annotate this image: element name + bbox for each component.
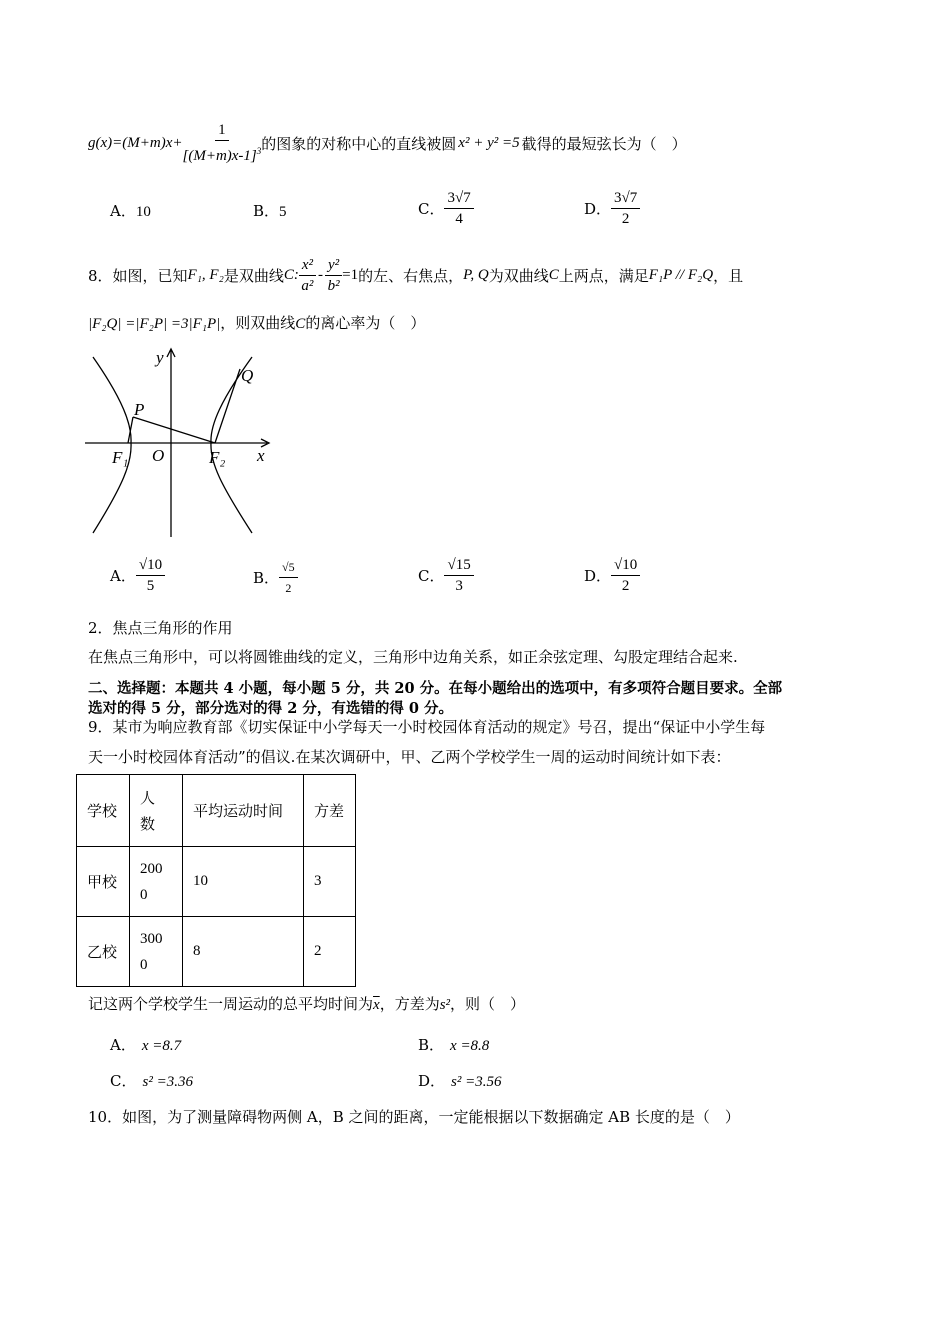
q9-option-d[interactable]: D． s² =3.56 bbox=[418, 1072, 502, 1090]
q8-eq-y: $\frac{\text{y²}}{\text{b²}}$ bbox=[325, 255, 342, 296]
table-cell: 2 bbox=[304, 917, 356, 987]
table-row bbox=[77, 917, 356, 987]
q9-line1: 9．某市为响应教育部《切实保证中小学每天一小时校园体育活动的规定》号召，提出“保证中小学生每 bbox=[88, 718, 766, 736]
q8-curve-name: C: bbox=[283, 266, 299, 283]
q8-option-a[interactable]: A． $\frac{√10}{5}$ bbox=[110, 555, 165, 596]
q8-distance-eq: |F₂Q| =|F₂P| =3|F₁P| bbox=[88, 316, 221, 332]
q7-option-d[interactable]: D． $\frac{3√7}{2}$ bbox=[584, 188, 640, 229]
segment-f2q bbox=[215, 369, 240, 443]
s2-symbol: s² bbox=[439, 997, 451, 1013]
label-f1: F₁ bbox=[112, 448, 129, 467]
q8-hyperbola-figure bbox=[85, 345, 280, 540]
q7-frac-den: $[(M+m)x-1]^3$ bbox=[182, 146, 262, 164]
label-x: x bbox=[257, 446, 265, 465]
segment-pf2 bbox=[133, 417, 215, 443]
q9-question: 记这两个学校学生一周运动的总平均时间为$\overline{x}$，方差为s²，则（ ） bbox=[88, 995, 526, 1013]
table-cell: 10 bbox=[183, 847, 304, 917]
label-q: Q bbox=[241, 366, 254, 385]
q8-foci: F₁, F₂ bbox=[187, 266, 224, 283]
table-header: 平均运动时间 bbox=[183, 775, 304, 847]
q7-option-c[interactable]: C． $\frac{3√7}{4}$ bbox=[418, 188, 474, 229]
table-header-row bbox=[77, 775, 356, 847]
q9-option-b[interactable]: B． x =8.8 bbox=[418, 1036, 490, 1054]
q9-line2: 天一小时校园体育活动”的倡议.在某次调研中，甲、乙两个学校学生一周的运动时间统计如下表： bbox=[88, 748, 731, 766]
note-title: 2．焦点三角形的作用 bbox=[88, 619, 233, 637]
q7-function-lhs: g(x)=(M+m)x+ bbox=[88, 134, 183, 151]
table-cell: 乙校 bbox=[77, 917, 130, 987]
table-cell: 3 bbox=[304, 847, 356, 917]
q10-text: 10．如图，为了测量障碍物两侧 A，B 之间的距离，一定能根据以下数据确定 AB 长度的是（ ） bbox=[88, 1108, 740, 1126]
q7-circle-eq: x² + y² =5 bbox=[458, 134, 520, 151]
q9-table bbox=[76, 774, 356, 987]
section2-heading-line1: 二、选择题：本题共 4 小题，每小题 5 分，共 20 分。在每小题给出的选项中，有多项符合题目要求。全部 bbox=[88, 680, 783, 697]
table-cell: 甲校 bbox=[77, 847, 130, 917]
q7-text1: 的图象的对称中心的直线被圆 bbox=[261, 134, 457, 153]
q7-function-line bbox=[88, 118, 687, 168]
label-f2: F₂ bbox=[209, 448, 226, 467]
q7-option-a[interactable]: A．10 bbox=[110, 202, 151, 220]
table-header: 方差 bbox=[304, 775, 356, 847]
q9-option-a[interactable]: A． x =8.7 bbox=[110, 1036, 182, 1054]
q7-option-b[interactable]: B．5 bbox=[253, 202, 287, 220]
q8-option-d[interactable]: D． $\frac{√10}{2}$ bbox=[584, 555, 640, 596]
q8-option-c[interactable]: C． $\frac{√15}{3}$ bbox=[418, 555, 474, 596]
q8-parallel: F₁P // F₂Q bbox=[648, 266, 714, 283]
q8-line2: |F₂Q| =|F₂P| =3|F₁P|，则双曲线C的离心率为（ ） bbox=[88, 314, 426, 332]
q7-fraction bbox=[183, 120, 262, 166]
section2-heading-line2: 选对的得 5 分，部分选对的得 2 分，有选错的得 0 分。 bbox=[88, 700, 454, 717]
note-body: 在焦点三角形中，可以将圆锥曲线的定义，三角形中边角关系，如正余弦定理、勾股定理结合起来. bbox=[88, 648, 738, 666]
table-cell: 8 bbox=[183, 917, 304, 987]
label-y: y bbox=[156, 348, 164, 367]
table-header: 人 数 bbox=[130, 775, 183, 847]
label-p: P bbox=[134, 400, 145, 419]
q7-text2: 截得的最短弦长为（ ） bbox=[521, 134, 687, 153]
table-row bbox=[77, 847, 356, 917]
label-o: O bbox=[152, 446, 165, 465]
table-cell: 300 0 bbox=[130, 917, 183, 987]
q8-pq: P, Q bbox=[463, 266, 489, 283]
q8-eq-x: $\frac{\text{x²}}{\text{a²}}$ bbox=[299, 255, 316, 296]
q7-frac-num: 1 bbox=[215, 120, 229, 141]
table-cell: 200 0 bbox=[130, 847, 183, 917]
q8-line1: 8．如图，已知 F₁, F₂ 是双曲线 C: $\frac{\text{x²}}{\text{a²}}$ - $\frac{\text{y²}}{\text{b²}}$ =1 的左、右焦点， P, Q 为双曲线 C 上两点，满足 F₁P // F₂Q ，且 bbox=[88, 256, 744, 294]
left-branch bbox=[93, 357, 131, 533]
table-header: 学校 bbox=[77, 775, 130, 847]
q8-option-b[interactable]: B． $\frac{√5}{2}$ bbox=[253, 557, 298, 598]
xbar-symbol: $\overline{x}$ bbox=[373, 997, 380, 1013]
q9-option-c[interactable]: C． s² =3.36 bbox=[110, 1072, 193, 1090]
